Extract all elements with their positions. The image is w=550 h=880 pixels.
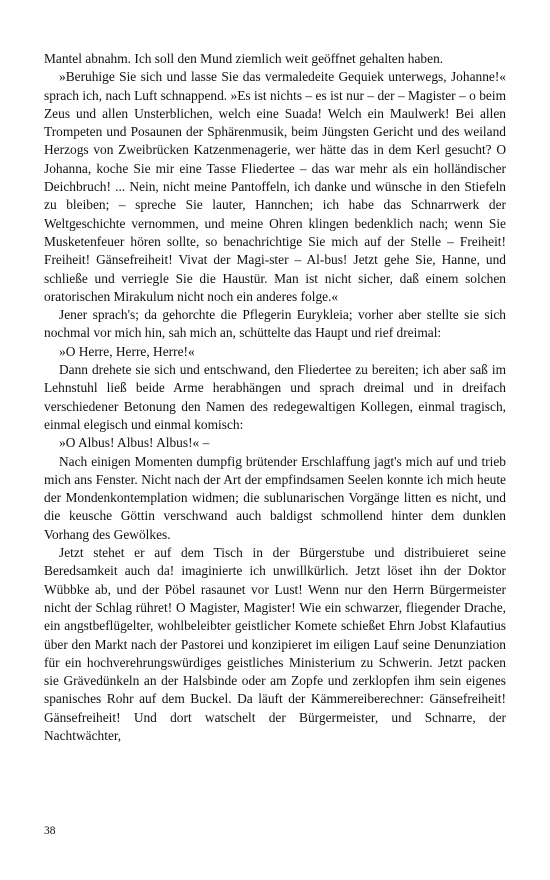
page-body <box>44 50 506 745</box>
paragraph: »Beruhige Sie sich und lasse Sie das vermaledeite Gequiek unterwegs, Johanne!« sprach ich, nach Luft schnappend. »Es ist nichts – es ist nur – der – Magister – o beim Zeus und allen Unsterblichen, welch eine Suada! Welch ein Maulwerk! Bei allen Trompeten und Posaunen der Sphärenmusik, beim Jüngsten Gericht und des weiland Herzogs von Zweibrücken Katzenmenagerie, wer hätte das in dem Kerl gesucht? O Johanna, koche Sie mir eine Tasse Fliedertee – das war mehr als ein holländischer Deichbruch! ... Nein, nicht meine Pantoffeln, ich danke und wünsche in den Stiefeln zu bleiben; – spreche Sie lauter, Hannchen; ich habe das Schnarrwerk der Weltgeschichte vernommen, und meine Ohren klingen bedenklich nach; wenn Sie Musketenfeuer hören sollte, so benachrichtige Sie mich auf der Stelle – Freiheit! Freiheit! Gänsefreiheit! Vivat der Magi-ster – Al-bus! Jetzt gehe Sie, Hanne, und schließe und verriegle Sie die Haustür. Man ist nicht sicher, daß einem solchen oratorischen Mirakulum nicht noch ein anderes folge.« <box>44 69 506 304</box>
paragraph: Jener sprach's; da gehorchte die Pflegerin Eurykleia; vorher aber stellte sie sich nochmal vor mich hin, sah mich an, schüttelte das Haupt und rief dreimal: <box>44 307 506 341</box>
page-number: 38 <box>44 825 56 837</box>
paragraph: »O Albus! Albus! Albus!« – <box>59 435 210 451</box>
paragraph: »O Herre, Herre, Herre!« <box>59 343 195 359</box>
paragraph: Jetzt stehet er auf dem Tisch in der Bürgerstube und distribuieret seine Beredsamkeit auch da! imaginierte ich unwillkürlich. Jetzt löset ihn der Doktor Wübbke ab, und der Pöbel rasaunet vor Lust! Wenn nur den Herrn Bürgermeister nicht der Schlag rühret! O Magister, Magister! Wie ein schwarzer, fliegender Drache, ein angstbeflügelter, wohlbeleibter geistlicher Komete schießet Ehrn Jobst Klafautius über den Markt nach der Pastorei und konzipieret im eiligen Lauf seine Denunziation für ein hochverehrungswürdiges geistliches Ministerium zu Schwerin. Jetzt packen sie Grävedünkeln an der Halsbinde oder am Zopfe und zerklopfen ihm sein eigenes spanisches Rohr auf dem Buckel. Da läuft der Kämmereiberechner: Gänsefreiheit! Gänsefreiheit! Und dort watschelt der Bürgermeister, und Schnarre, der Nachtwächter, <box>44 545 506 743</box>
paragraph: Nach einigen Momenten dumpfig brütender Erschlaffung jagt's mich auf und trieb mich ans Fenster. Nicht nach der Art der empfindsamen Seelen konnte ich mich heute der Mondenkontemplation widmen; die sublunarischen Vorgänge litten es nicht, und die keusche Göttin verschwand auch baldigst schmollend hinter dem dunklen Vorhang des Gewölkes. <box>44 453 506 542</box>
paragraph: Dann drehete sie sich und entschwand, den Fliedertee zu bereiten; ich aber saß im Lehnstuhl ließ beide Arme herabhängen und sprach dreimal und in dreifach verschiedener Betonung den Namen des redegewaltigen Kollegen, einmal tragisch, einmal elegisch und einmal komisch: <box>44 362 506 432</box>
paragraph: Mantel abnahm. Ich soll den Mund ziemlich weit geöffnet gehalten haben. <box>44 51 444 66</box>
